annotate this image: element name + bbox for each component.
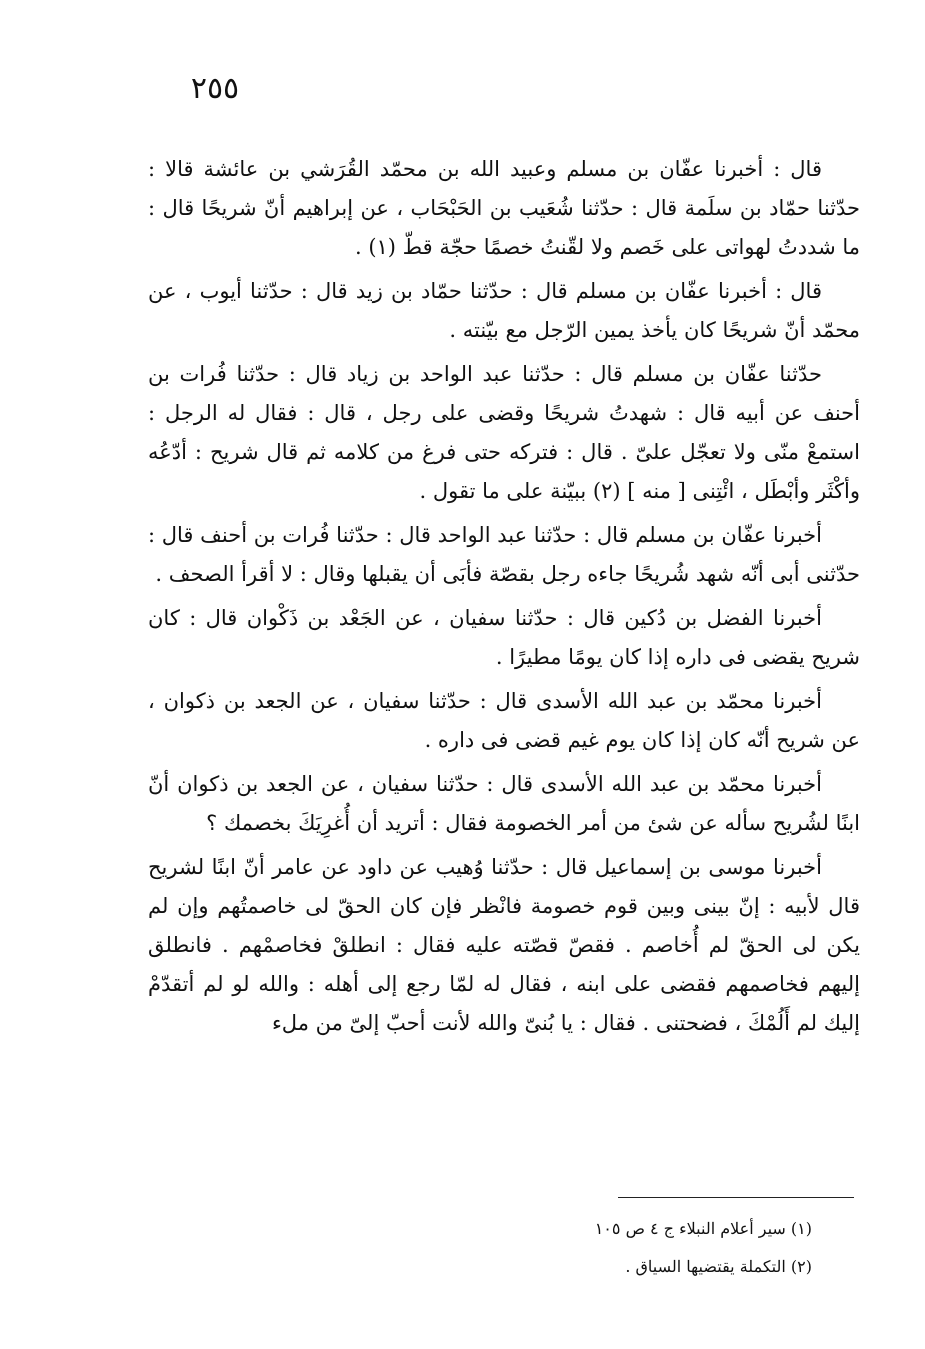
- body-text: [148, 150, 860, 1048]
- footnote: (١) سير أعلام النبلاء ج ٤ ص ١٠٥: [594, 1219, 812, 1238]
- paragraph: قال : أخبرنا عفّان بن مسلم قال : حدّثنا حمّاد بن زيد قال : حدّثنا أيوب ، عن محمّد أنّ شريحًا كان يأخذ يمين الرّجل مع بيّنته .: [148, 279, 860, 342]
- page-number: ٢٥٥: [190, 71, 240, 106]
- footnote: (٢) التكملة يقتضيها السياق .: [625, 1257, 812, 1276]
- paragraph: أخبرنا موسى بن إسماعيل قال : حدّثنا وُهيب عن داود عن عامر أنّ ابنًا لشريح قال لأبيه : إنّ بينى وبين قوم خصومة فانْظر فإن كان الحقّ لى خاصمتُهم وإن لم يكن لى الحقّ لم أُخاصم . فقصّ قصّته عليه فقال : انطلقْ فخاصمْهم . فانطلق إليهم فخاصمهم فقضى على ابنه ، فقال له لمّا رجع إلى أهله : والله لو لم أتقدّمْ إليك لم أَلُمْكَ ، فضحتنى . فقال : يا بُنىّ والله لأنت أحبّ إلىّ من ملء: [148, 855, 860, 1035]
- paragraph: حدّثنا عفّان بن مسلم قال : حدّثنا عبد الواحد بن زياد قال : حدّثنا فُرات بن أحنف عن أبيه قال : شهدتُ شريحًا وقضى على رجل ، قال : فقال له الرجل : استمعْ منّى ولا تعجّل علىّ . قال : فتركه حتى فرغ من كلامه ثم قال شريح : أدّعُه وأكْثَر وأبْطَل ، ائْتِنى [ منه ] (٢) ببيّنة على ما تقول .: [148, 362, 860, 503]
- paragraph: أخبرنا محمّد بن عبد الله الأسدى قال : حدّثنا سفيان ، عن الجعد بن ذكوان ، عن شريح أنّه كان إذا كان يوم غيم قضى فى داره .: [148, 689, 860, 752]
- footnote-divider: [618, 1197, 854, 1198]
- footnotes: [420, 1210, 812, 1286]
- paragraph: قال : أخبرنا عفّان بن مسلم وعبيد الله بن محمّد القُرَشي بن عائشة قالا : حدّثنا حمّاد بن سلَمة قال : حدّثنا شُعَيب بن الحَبْحَاب ، عن إبراهيم أنّ شريحًا قال : ما شددتُ لهواتى على خَصم ولا لقّنتُ خصمًا حجّة قطّ (١) .: [148, 157, 860, 259]
- paragraph: أخبرنا الفضل بن دُكين قال : حدّثنا سفيان ، عن الجَعْد بن ذَكْوان قال : كان شريح يقضى فى داره إذا كان يومًا مطيرًا .: [148, 606, 860, 669]
- paragraph: أخبرنا عفّان بن مسلم قال : حدّثنا عبد الواحد قال : حدّثنا فُرات بن أحنف قال : حدّثنى أبى أنّه شهد شُريحًا جاءه رجل بقصّة فأبَى أن يقبلها وقال : لا أقرأ الصحف .: [148, 523, 860, 586]
- paragraph: أخبرنا محمّد بن عبد الله الأسدى قال : حدّثنا سفيان ، عن الجعد بن ذكوان أنّ ابنًا لشُريح سأله عن شئ من أمر الخصومة فقال : أتريد أن أُغرِيَكَ بخصمك ؟: [148, 772, 860, 835]
